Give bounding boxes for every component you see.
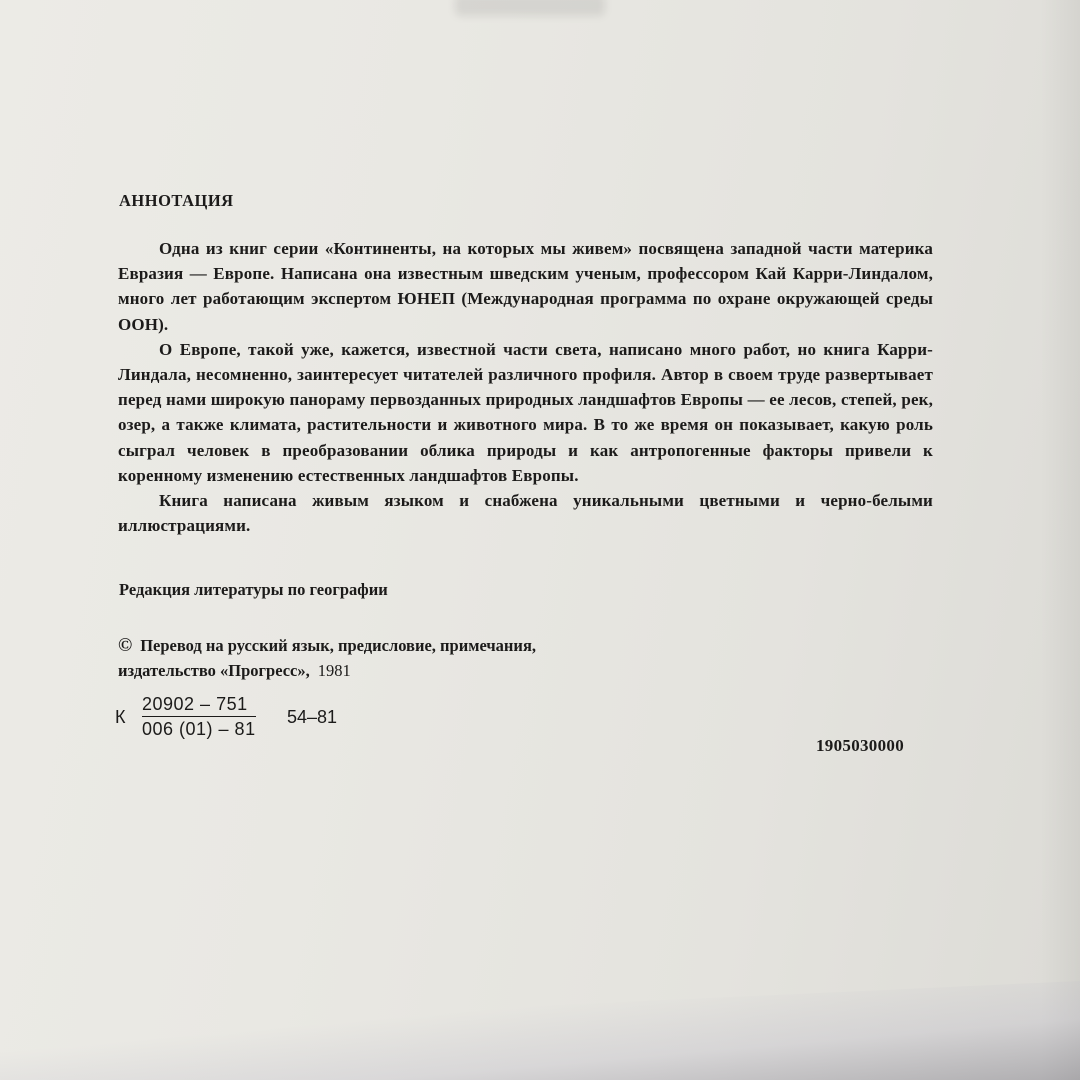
page-shadow: [1040, 0, 1080, 1080]
index-number: 1905030000: [816, 736, 904, 755]
copyright-icon: ©: [118, 635, 133, 656]
copyright-year: 1981: [317, 661, 351, 680]
catalog-code-numerator: 20902 – 751: [142, 694, 256, 717]
catalog-code-denominator: 006 (01) – 81: [142, 719, 256, 739]
annotation-paragraph-2: О Европе, такой уже, кажется, известной части света, написано много работ, но книга Карри-Линдала, несомненно, заинтересует читателей различного профиля. Автор в своем труде развертывает перед нами широкую панораму первозданных природных ландшафтов Европы — ее лесов, степей, рек, озер, а также климата, растительности и животного мира. В то же время он показывает, какую роль сыграл человек в преобразовании облика природы и как антропогенные факторы привели к коренному изменению естественных ландшафтов Европы.: [118, 339, 933, 485]
page-edge: [0, 970, 1080, 1080]
catalog-code-fraction: [142, 694, 256, 740]
copyright-line-2: издательство «Прогресс»,: [118, 661, 310, 680]
bleed-through-mark: [455, 0, 605, 16]
annotation-body: [118, 236, 933, 538]
catalog-code-suffix: 54–81: [287, 707, 338, 727]
editorial-line: Редакция литературы по географии: [119, 580, 388, 599]
copyright-block: [118, 633, 536, 683]
annotation-paragraph-3: Книга написана живым языком и снабжена уникальными цветными и черно-белыми иллюстрациями.: [118, 491, 933, 536]
annotation-paragraph-1: Одна из книг серии «Континенты, на которых мы живем» посвящена западной части материка Евразия — Европе. Написана она известным шведским ученым, профессором Кай Карри-Линдалом, много лет работающим экспертом ЮНЕП (Международная программа по охране окружающей среды ООН).: [118, 239, 933, 334]
annotation-heading: АННОТАЦИЯ: [119, 191, 234, 210]
catalog-code-letter: К: [115, 707, 126, 727]
copyright-line-1: Перевод на русский язык, предисловие, примечания,: [140, 636, 536, 655]
